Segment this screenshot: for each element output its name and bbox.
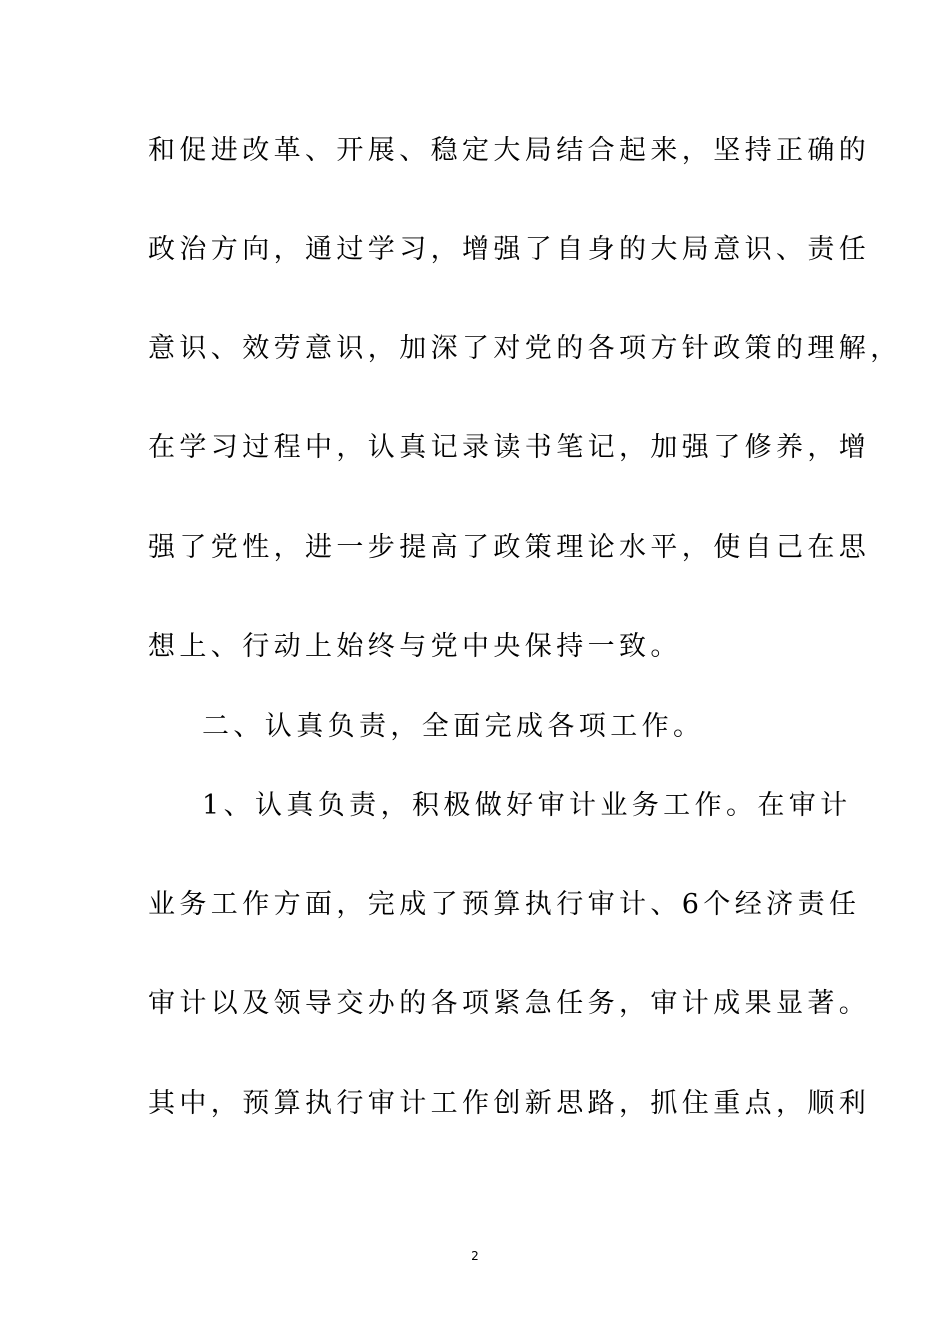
section-heading: 二、认真负责，全面完成各项工作。 <box>202 711 705 742</box>
text-line-5: 强了党性，进一步提高了政策理论水平，使自己在思 <box>148 532 871 563</box>
text-line-11: 其中，预算执行审计工作创新思路，抓住重点，顺利 <box>148 1088 871 1119</box>
text-line-2: 政治方向，通过学习，增强了自身的大局意识、责任 <box>148 234 871 265</box>
text-line-1: 和促进改革、开展、稳定大局结合起来，坚持正确的 <box>148 135 871 166</box>
page-number: 2 <box>471 1249 479 1263</box>
text-line-3: 意识、效劳意识，加深了对党的各项方针政策的理解， <box>148 333 902 364</box>
text-line-10: 审计以及领导交办的各项紧急任务，审计成果显著。 <box>148 988 871 1019</box>
text-line-4: 在学习过程中，认真记录读书笔记，加强了修养，增 <box>148 432 871 463</box>
text-line-8: 1、认真负责，积极做好审计业务工作。在审计 <box>202 790 852 821</box>
text-line-9: 业务工作方面，完成了预算执行审计、6个经济责任 <box>148 889 861 920</box>
text-line-6: 想上、行动上始终与党中央保持一致。 <box>148 631 682 662</box>
